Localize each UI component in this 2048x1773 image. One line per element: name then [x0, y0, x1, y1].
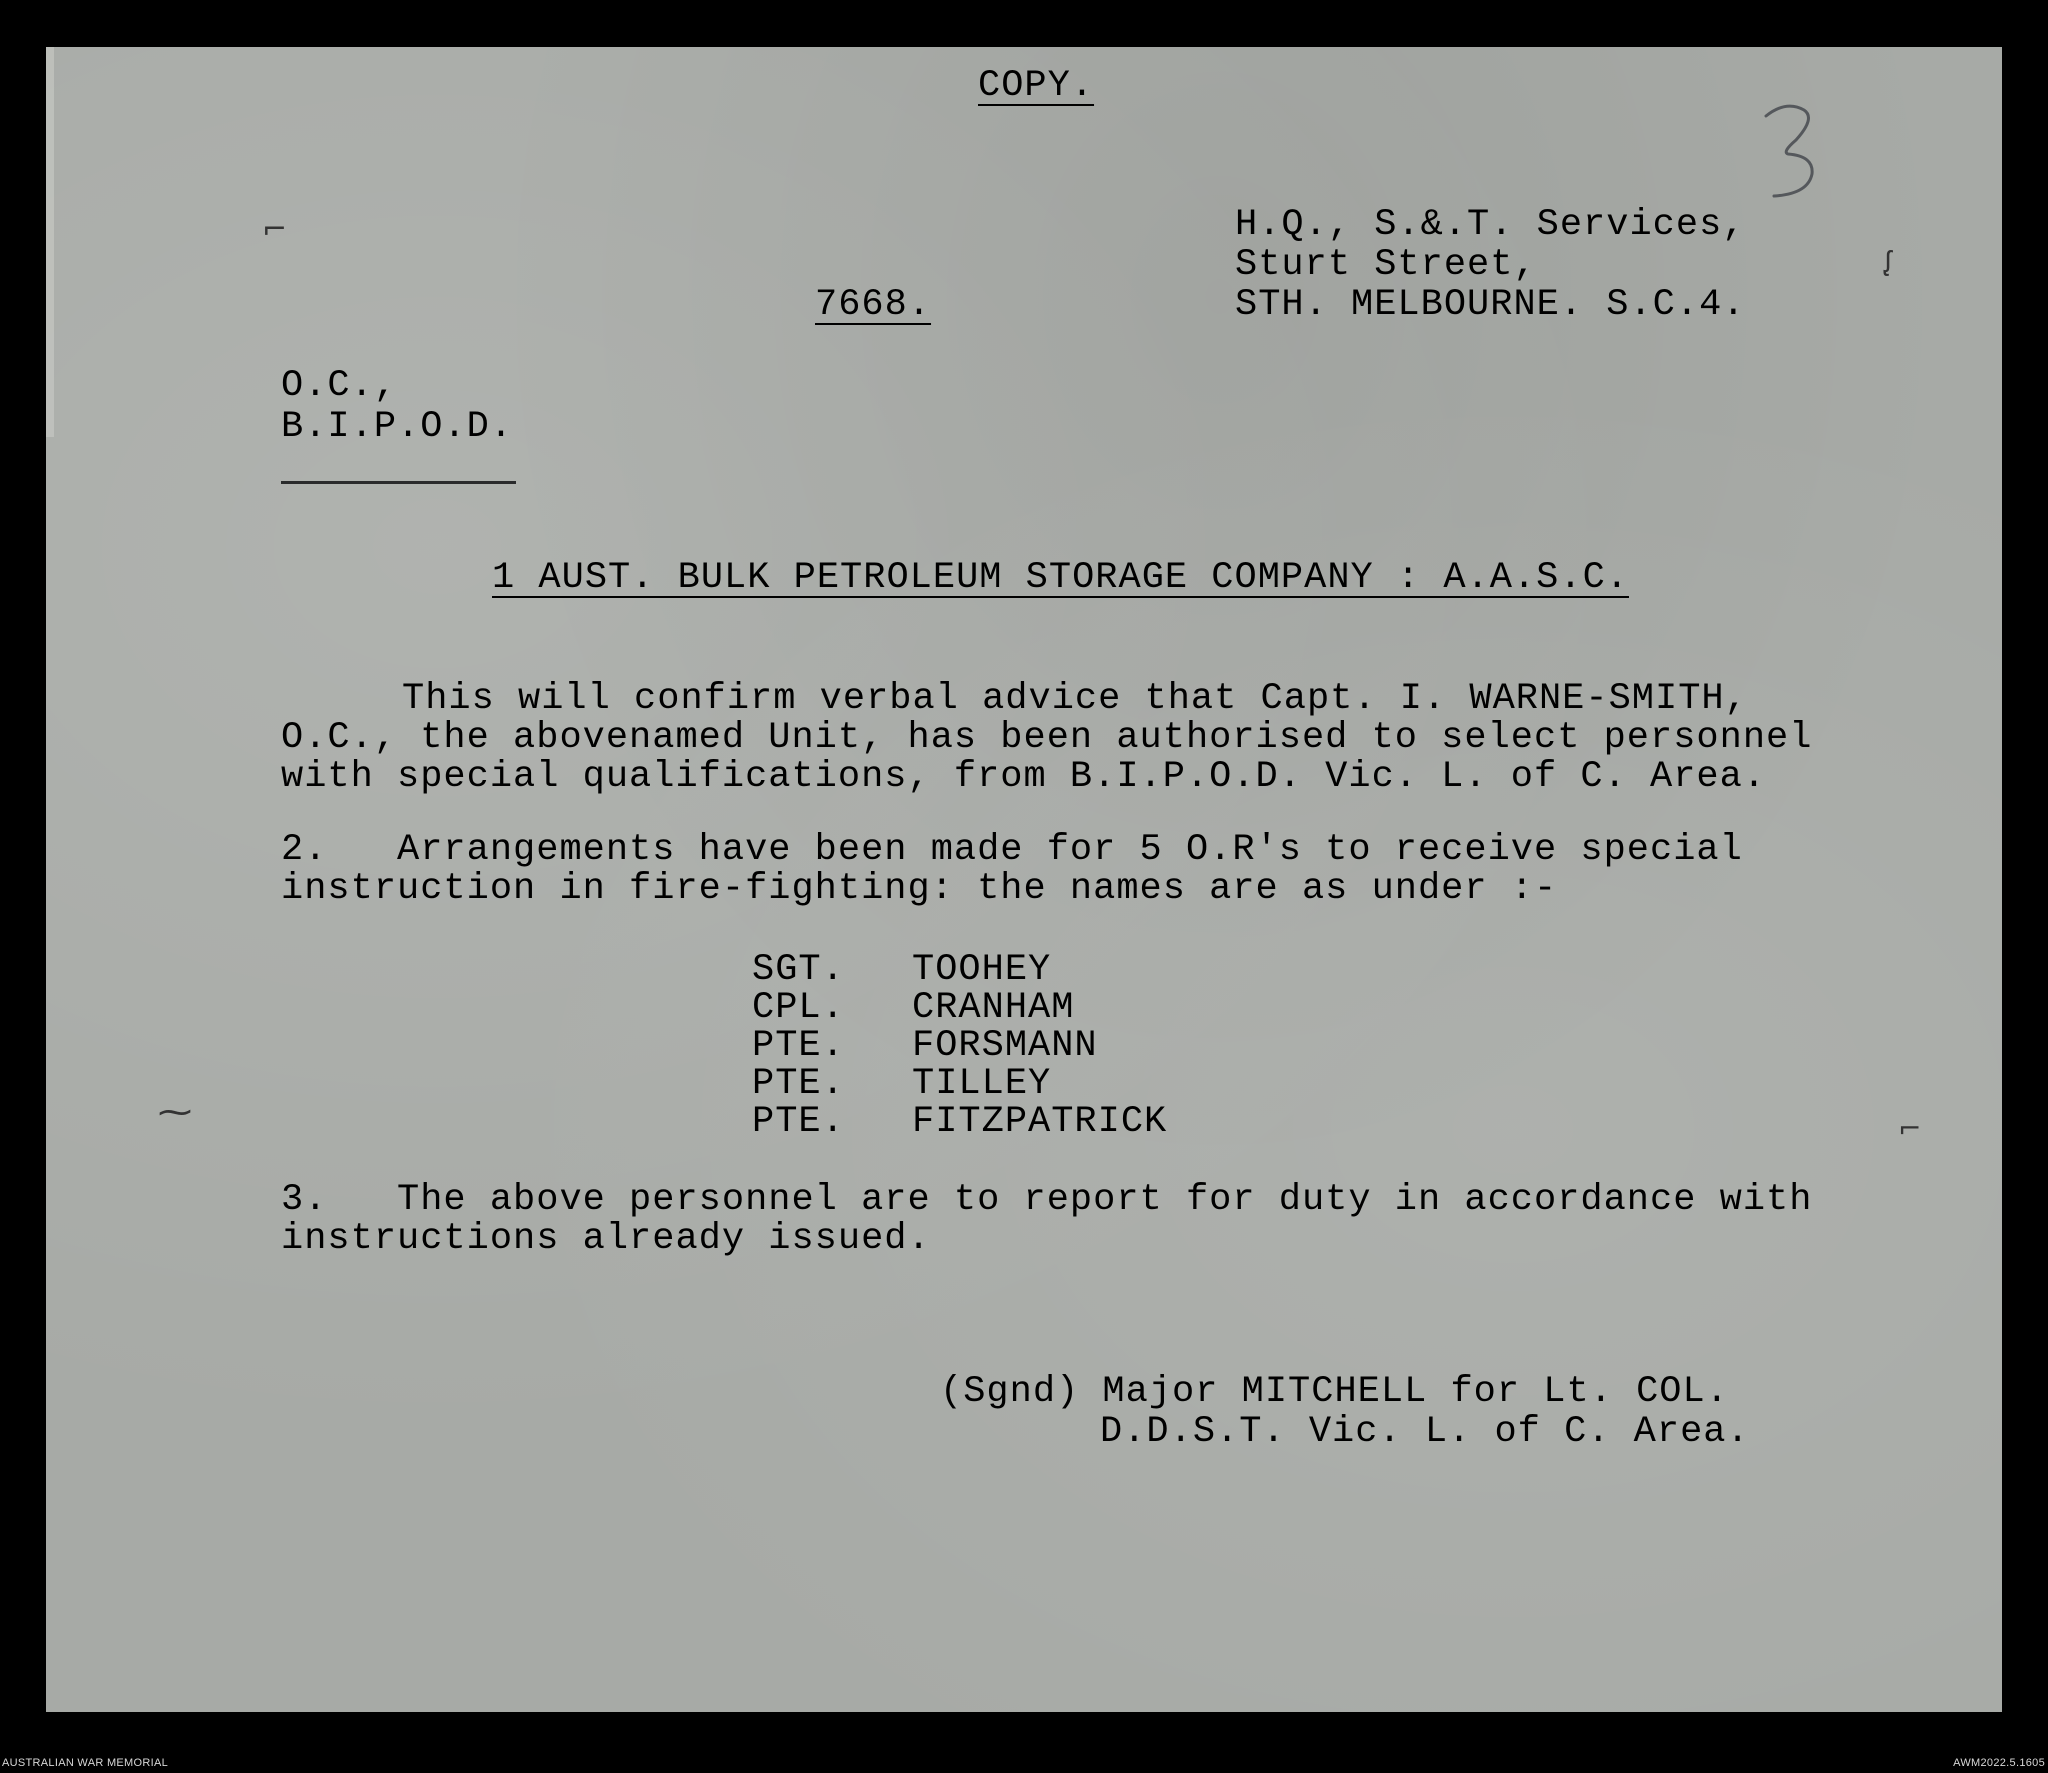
paper-fold-edge: [46, 47, 54, 437]
archive-reference: AWM2022.5.1605: [1953, 1757, 2045, 1769]
recipient-rule: [281, 481, 516, 484]
recipient-line-1: O.C.,: [281, 365, 398, 407]
signature-line-1: (Sgnd) Major MITCHELL for Lt. COL.: [940, 1371, 1729, 1413]
recipient-line-2: B.I.P.O.D.: [281, 406, 514, 448]
reference-number: 7668.: [815, 284, 932, 326]
punch-hole-mark: ⌐: [262, 212, 288, 247]
personnel-name: FITZPATRICK: [912, 1101, 1168, 1143]
copy-heading: COPY.: [978, 65, 1095, 107]
paragraph-3-line-1: 3. The above personnel are to report for duty in accordance with: [281, 1179, 1813, 1221]
personnel-rank: PTE.: [752, 1101, 845, 1143]
address-line-2: Sturt Street,: [1235, 244, 1537, 286]
personnel-rank: CPL.: [752, 987, 845, 1029]
paragraph-1-line-2: O.C., the abovenamed Unit, has been authorised to select personnel: [281, 717, 1813, 759]
punch-hole-mark: ⌐: [1898, 1112, 1922, 1145]
paragraph-3-line-2: instructions already issued.: [281, 1218, 931, 1260]
paragraph-2-line-2: instruction in fire-fighting: the names are as under :-: [281, 868, 1558, 910]
address-line-1: H.Q., S.&.T. Services,: [1235, 204, 1746, 246]
archive-credit: AUSTRALIAN WAR MEMORIAL: [2, 1757, 169, 1769]
paragraph-2-line-1: 2. Arrangements have been made for 5 O.R's to receive special: [281, 829, 1743, 871]
punch-hole-mark: ⁓: [158, 1092, 192, 1132]
personnel-name: TILLEY: [912, 1063, 1052, 1105]
paragraph-1-line-3: with special qualifications, from B.I.P.O.D. Vic. L. of C. Area.: [281, 756, 1767, 798]
punch-hole-mark: ᶘ: [1885, 244, 1892, 277]
personnel-rank: PTE.: [752, 1025, 845, 1067]
handwritten-page-number-3: [1752, 98, 1832, 204]
subject-heading: 1 AUST. BULK PETROLEUM STORAGE COMPANY : A.A.S.C.: [492, 557, 1629, 599]
personnel-rank: PTE.: [752, 1063, 845, 1105]
personnel-name: TOOHEY: [912, 949, 1052, 991]
personnel-name: CRANHAM: [912, 987, 1075, 1029]
signature-line-2: D.D.S.T. Vic. L. of C. Area.: [1100, 1411, 1750, 1453]
personnel-rank: SGT.: [752, 949, 845, 991]
personnel-name: FORSMANN: [912, 1025, 1098, 1067]
paragraph-1-line-1: This will confirm verbal advice that Capt. I. WARNE-SMITH,: [402, 678, 1748, 720]
address-line-3: STH. MELBOURNE. S.C.4.: [1235, 284, 1746, 326]
